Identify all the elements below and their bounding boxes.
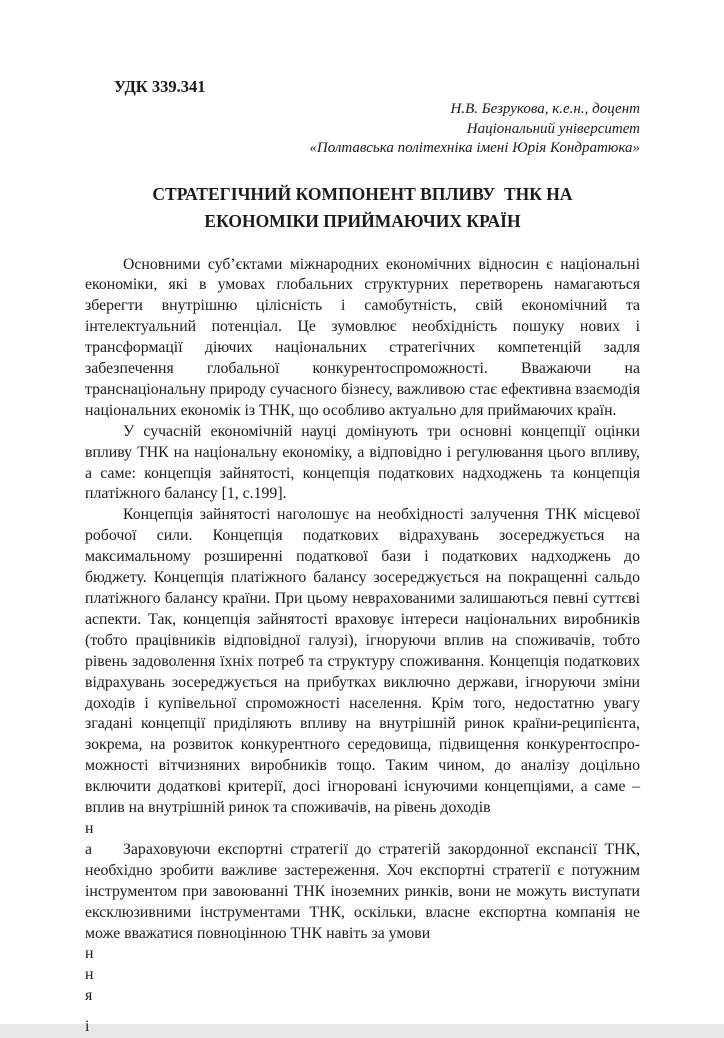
margin-fragment-4: н <box>85 966 94 984</box>
paragraph-1: Основними суб’єктами міжнародних економічних відносин є національні економіки, які в умовах глобальних структурних перетворень намагаються зберегти внутрішню цілісність і самобутність, свій економічний та інтелектуальний потенціал. Це зумовлює необхідність пошуку нових і трансформації діючих національних стратегічних компетенцій задля забезпечення глобальної конкурентоспроможності. Вважаючи на транснаціональну природу сучасного бізнесу, важливою стає ефективна взаємодія національних економік із ТНК, що особливо актуально для приймаючих країн. <box>85 255 640 419</box>
margin-fragment-2: а <box>85 840 93 858</box>
paragraph-4-wrap <box>85 840 640 945</box>
paragraph-2: У сучасній економічній науці домінують три основні концепції оцінки впливу ТНК на національну економіку, а відповідно і регулювання цього впливу, а саме: концепція зайнятості, концепція податкових надходжень та концепція платіжного балансу [1, с.199]. <box>85 422 640 503</box>
paragraph-4: Зараховуючи експортні стратегії до стратегій закордонної експансії ТНК, необхідно зробити важливе застереження. Хоч експортні стратегії є потужним інструментом при завоюванні ТНК іноземних ринків, вони не можуть виступати ексклюзивними інструментами ТНК, оскільки, власне експортна компанія не може вважатися повноцінною ТНК навіть за умови <box>85 840 640 942</box>
author-affiliation-line-1: Національний університет <box>466 120 640 137</box>
paragraph-3: Концепція зайнятості наголошує на необхідності залучення ТНК місцевої робочої сили. Концепція податкових відрахувань зосереджується на максимальному розширенні податкової бази і податкових надходжень до бюджету. Концепція платіжного балансу зосереджується на покращенні сальдо платіжного балансу країни. При цьому неврахованими залишаються певні суттєві аспекти. Так, концепція зайнятості враховує інтереси національних виробників (тобто працівників відповідної галузі), ігноруючи вплив на споживачів, тобто рівень задоволення їхніх потреб та структуру споживання. Концепція податкових відрахувань зосереджується на прибутках виключно держави, ігноруючи зміни доходів і купівельної спроможності населення. Крім того, недостатню увагу згадані концепції приділяють впливу на внутрішній ринок країни-реципієнта, зокрема, на розвиток конкурентного середовища, підвищення конкурентоспро-можності вітчизняних виробників тощо. Таким чином, до аналізу доцільно включити додаткові критерії, досі ігноровані існуючими концепціями, а саме – вплив на внутрішній ринок та споживачів, на рівень доходів <box>85 506 640 817</box>
margin-fragment-3: н <box>85 945 94 963</box>
paper-title-line-2: ЕКОНОМІКИ ПРИЙМАЮЧИХ КРАЇН <box>204 210 521 231</box>
margin-fragment-6: і <box>85 1018 90 1036</box>
author-block <box>85 100 640 159</box>
author-name: Н.В. Безрукова, к.е.н., доцент <box>450 101 640 117</box>
margin-fragment-1: н <box>85 819 94 837</box>
paper-title <box>85 181 640 235</box>
paper-title-line-1: СТРАТЕГІЧНИЙ КОМПОНЕНТ ВПЛИВУ ТНК НА <box>152 183 573 204</box>
author-affiliation-line-2: «Полтавська політехніка імені Юрія Кондратюка» <box>309 140 640 156</box>
margin-fragment-5: я <box>85 987 93 1005</box>
udc-code: УДК 339.341 <box>114 77 206 96</box>
